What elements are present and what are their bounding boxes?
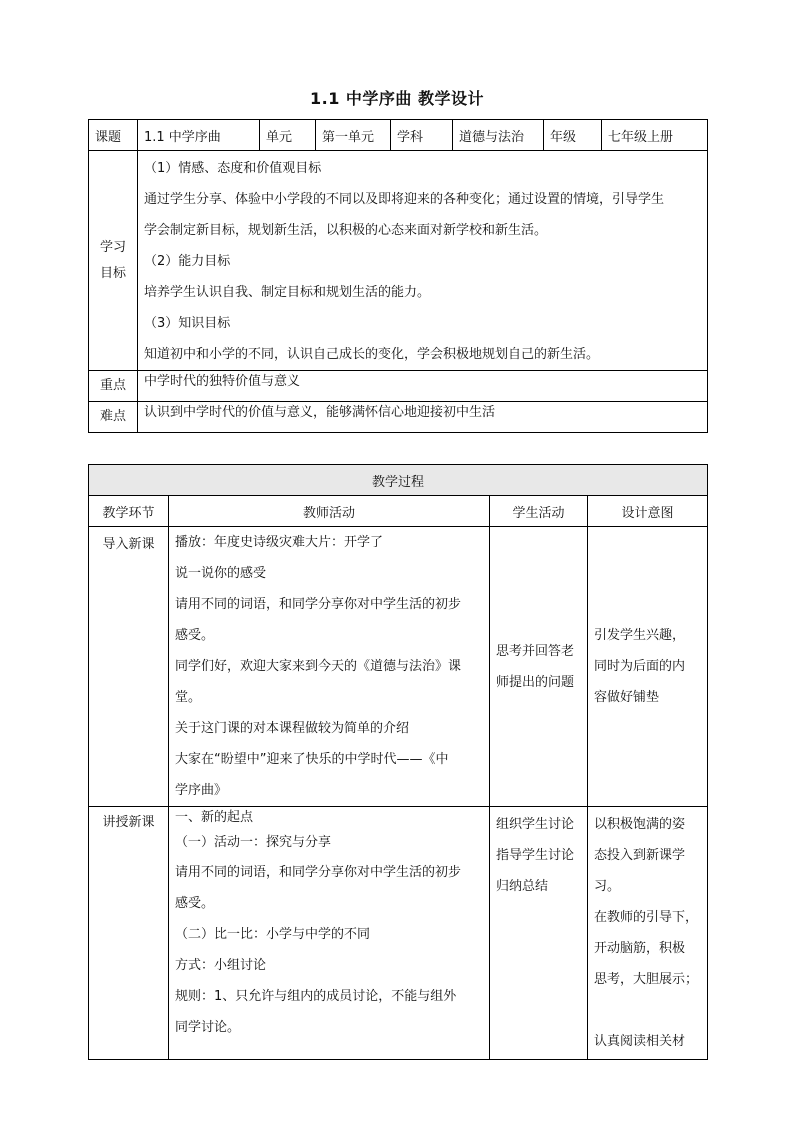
text-line: 关于这门课的对本课程做较为简单的介绍	[175, 721, 410, 736]
goal-line: （2）能力目标	[144, 254, 231, 269]
goal-line: 培养学生认识自我、制定目标和规划生活的能力。	[144, 285, 431, 300]
text-line: 组织学生讨论	[496, 817, 575, 832]
subject-value: 道德与法治	[453, 120, 544, 151]
text-line: 播放：年度史诗级灾难大片：开学了	[175, 535, 384, 550]
text-line: 认真阅读相关材	[594, 1034, 686, 1049]
text-line: 学序曲》	[175, 783, 228, 798]
text-line: 开动脑筋，积极	[594, 941, 686, 956]
grade-label: 年级	[544, 120, 602, 151]
text-line: 同时为后面的内	[594, 659, 686, 674]
text-line: （二）比一比：小学与中学的不同	[175, 927, 371, 942]
text-line: 思考，大胆展示；	[594, 972, 699, 987]
column-header-stage: 教学环节	[89, 496, 169, 527]
lecture-student-activity	[490, 807, 588, 1060]
lecture-teacher-activity	[169, 807, 490, 1060]
subject-label: 学科	[391, 120, 453, 151]
unit-value: 第一单元	[316, 120, 391, 151]
intro-student-activity	[490, 527, 588, 807]
column-header-intent: 设计意图	[588, 496, 708, 527]
goal-line: 通过学生分享、体验中小学段的不同以及即将迎来的各种变化；通过设置的情境，引导学生	[144, 192, 665, 207]
text-line: 请用不同的词语，和同学分享你对中学生活的初步	[175, 597, 462, 612]
document-title: 1.1 中学序曲 教学设计	[310, 89, 484, 108]
process-heading: 教学过程	[89, 465, 708, 496]
text-line	[594, 995, 701, 1026]
unit-label: 单元	[260, 120, 316, 151]
text-line: 在教师的引导下，	[594, 910, 699, 925]
goal-line: （1）情感、态度和价值观目标	[144, 161, 322, 176]
grade-value: 七年级上册	[602, 120, 708, 151]
text-line: 指导学生讨论	[496, 848, 575, 863]
text-line: 思考并回答老	[496, 643, 575, 659]
text-line: 请用不同的词语，和同学分享你对中学生活的初步	[175, 865, 462, 880]
intro-design-intent	[588, 527, 708, 807]
text-line: 大家在“盼望中”迎来了快乐的中学时代——《中	[175, 752, 449, 767]
text-line: 态投入到新课学	[594, 848, 686, 863]
difficulty-label: 难点	[89, 402, 138, 433]
text-line: 规则：1、只允许与组内的成员讨论，不能与组外	[175, 989, 457, 1004]
lecture-design-intent	[588, 807, 708, 1060]
key-point-label: 重点	[89, 371, 138, 402]
text-line: 同学们好，欢迎大家来到今天的《道德与法治》课	[175, 659, 462, 674]
text-line: 习。	[594, 879, 621, 894]
goals-label-line: 目标	[99, 265, 126, 281]
goals-content	[138, 151, 708, 371]
difficulty-text: 认识到中学时代的价值与意义，能够满怀信心地迎接初中生活	[138, 402, 708, 433]
text-line: 容做好铺垫	[594, 690, 660, 705]
goals-label-line: 学习	[99, 239, 126, 255]
text-line: 以积极饱满的姿	[594, 817, 686, 832]
text-line: 说一说你的感受	[175, 566, 267, 581]
goal-line: 学会制定新目标，规划新生活，以积极的心态来面对新学校和新生活。	[144, 223, 548, 238]
text-line: 师提出的问题	[496, 674, 575, 690]
topic-label: 课题	[89, 120, 138, 151]
key-point-text: 中学时代的独特价值与意义	[138, 371, 708, 402]
lesson-info-table	[88, 119, 708, 433]
goal-line: 知道初中和小学的不同，认识自己成长的变化，学会积极地规划自己的新生活。	[144, 347, 600, 362]
goal-line: （3）知识目标	[144, 316, 231, 331]
intro-teacher-activity	[169, 527, 490, 807]
stage-lecture: 讲授新课	[89, 807, 169, 1060]
text-line: 堂。	[175, 690, 202, 705]
topic-value: 1.1 中学序曲	[138, 120, 260, 151]
teaching-process-table	[88, 464, 708, 1060]
text-line: （一）活动一：探究与分享	[175, 835, 332, 850]
text-line: 方式：小组讨论	[175, 958, 267, 973]
column-header-student: 学生活动	[490, 496, 588, 527]
text-line: 引发学生兴趣，	[594, 628, 686, 643]
text-line: 归纳总结	[496, 879, 549, 894]
goals-label	[89, 151, 138, 371]
text-line: 同学讨论。	[175, 1020, 241, 1035]
column-header-teacher: 教师活动	[169, 496, 490, 527]
stage-intro: 导入新课	[89, 527, 169, 807]
text-line: 一、新的起点	[175, 810, 254, 825]
text-line: 感受。	[175, 628, 215, 643]
text-line: 感受。	[175, 896, 215, 911]
